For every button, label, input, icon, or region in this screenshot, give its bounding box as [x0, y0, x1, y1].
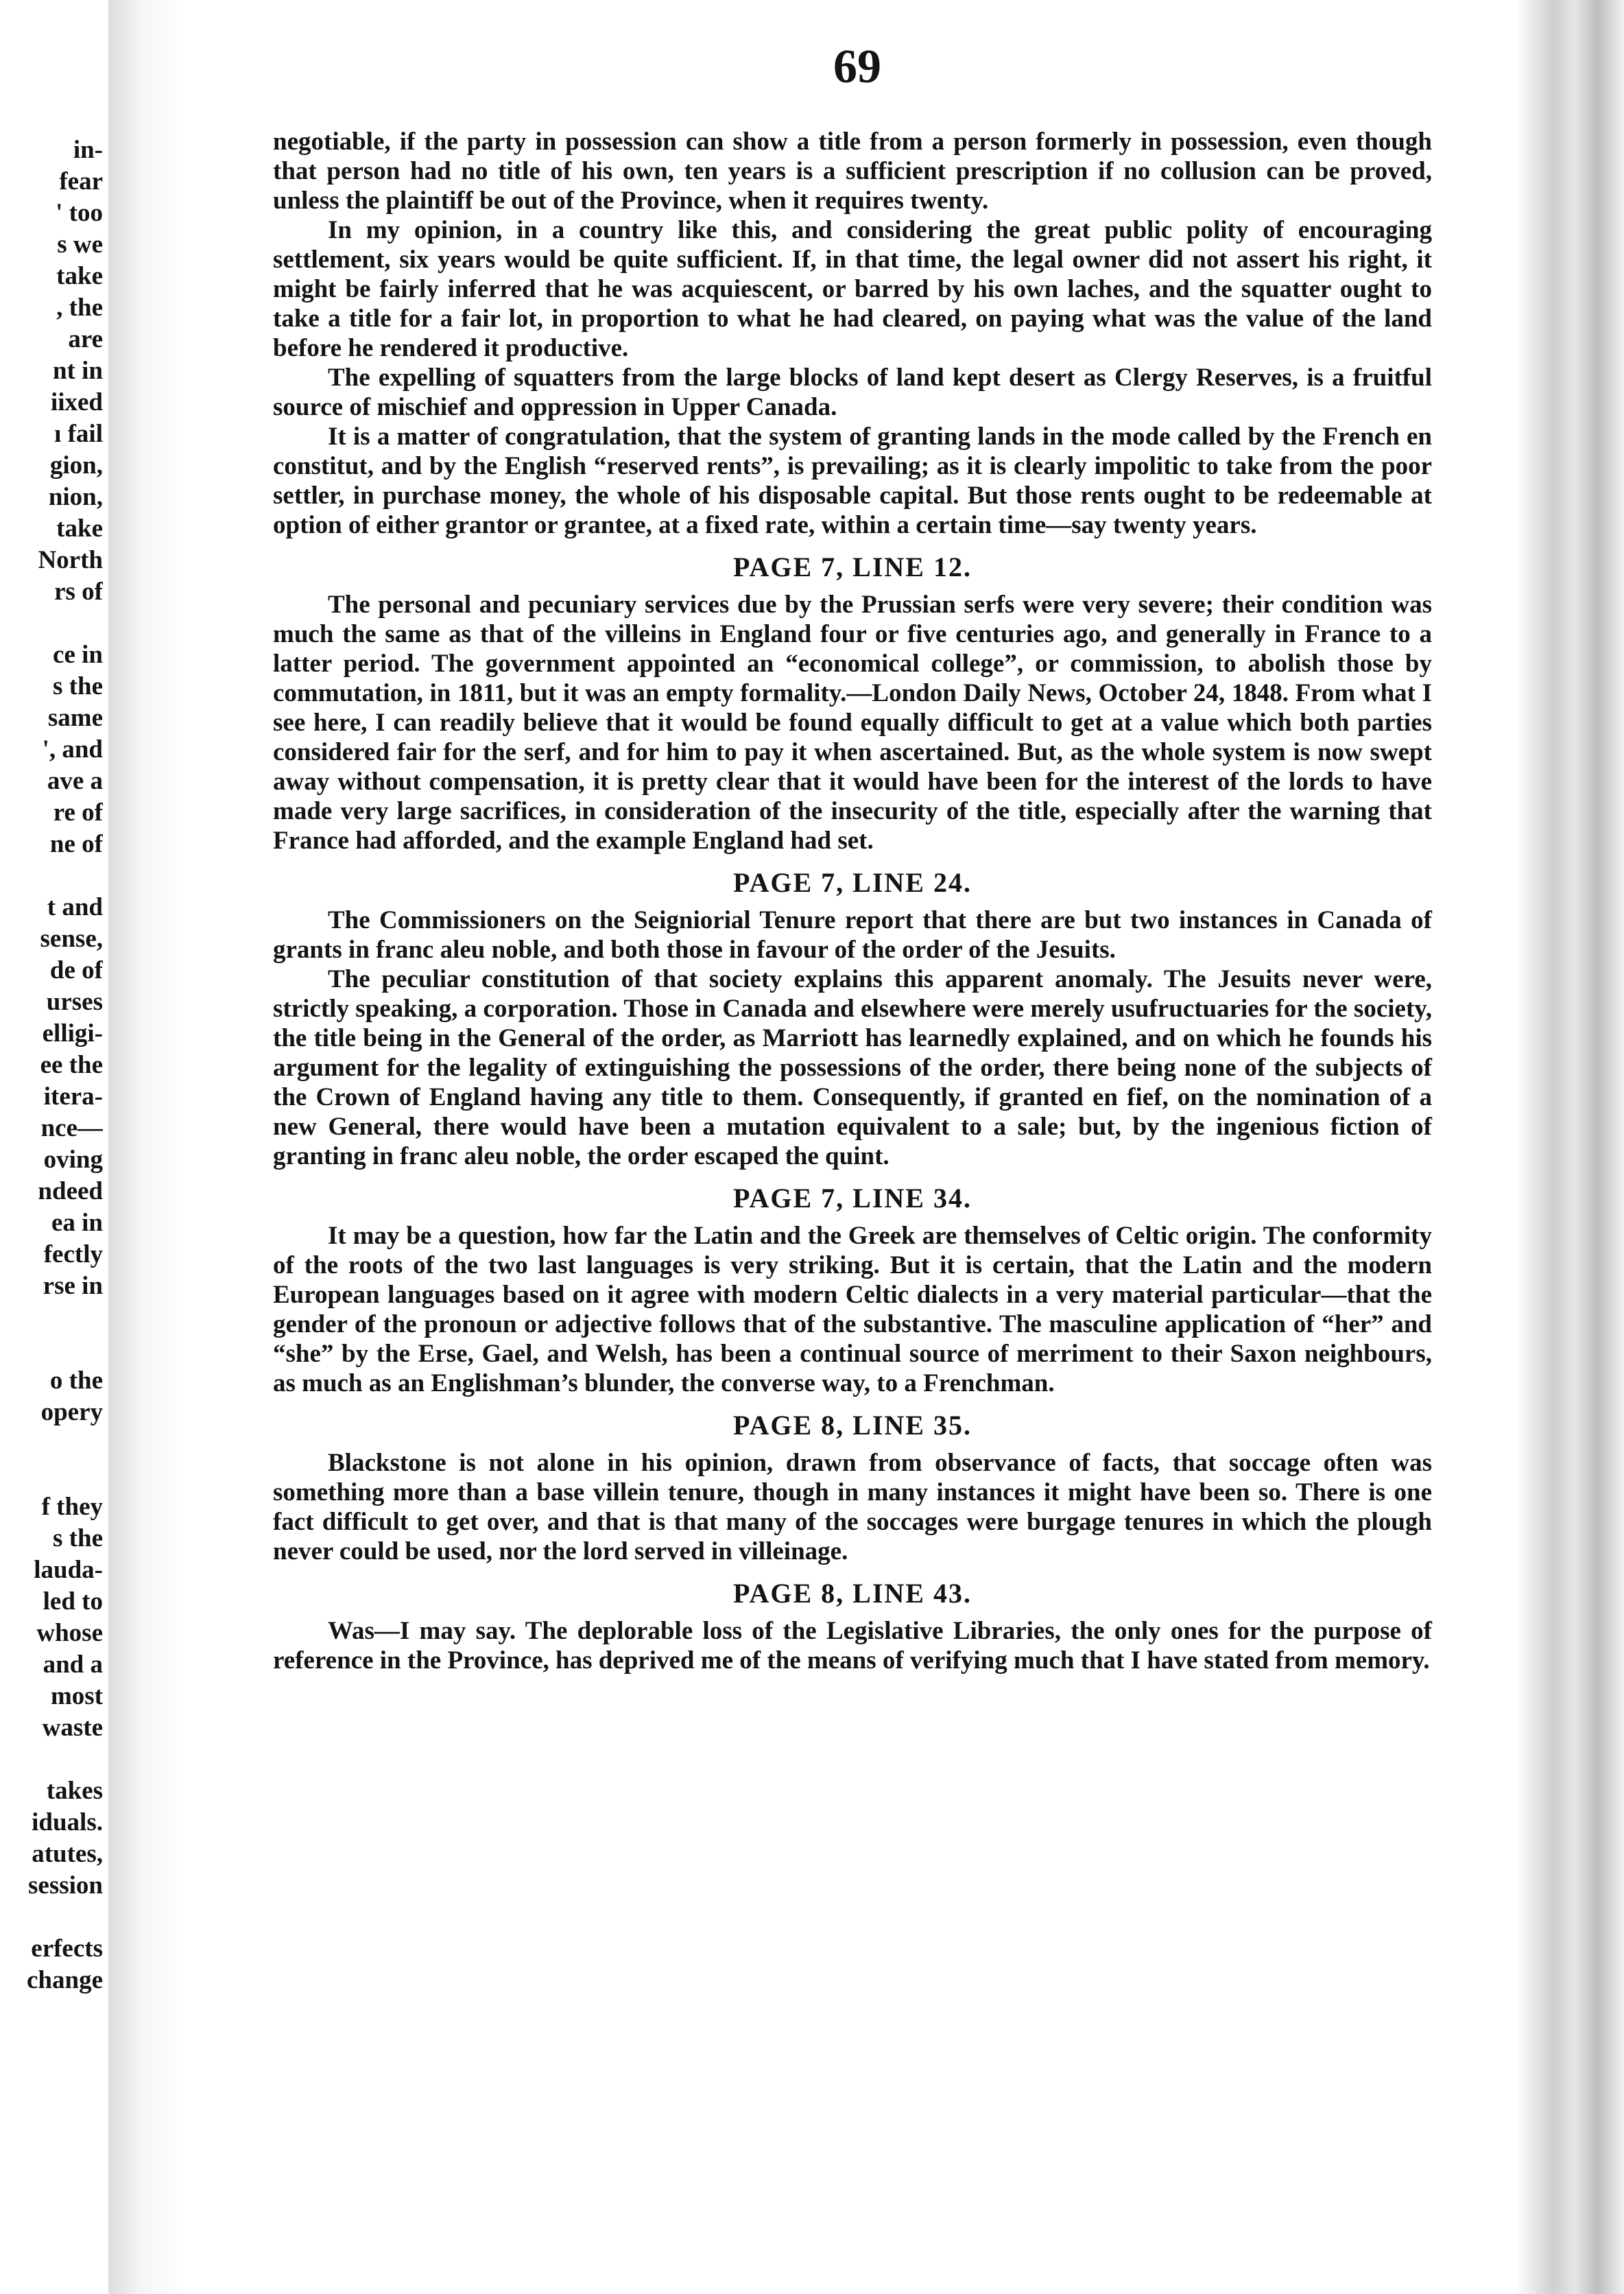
- fragment-line: de of: [49, 956, 103, 984]
- paragraph: Was—I may say. The deplorable loss of the Legislative Libraries, the only ones for the purpose of reference in the Province, has deprived me of the means of verifying much that I have stated from memory.: [273, 1617, 1432, 1675]
- fragment-line: oving: [43, 1146, 103, 1174]
- paragraph: The peculiar constitution of that society explains this apparent anomaly. The Jesuits never were, strictly speaking, a corporation. Those in Canada and elsewhere were merely usufructuaries for the society, the title being in the General of the order, as Marriott has learnedly explained, and on which he founds his argument for the legality of extinguishing the possessions of the order, there being none of the subjects of the Crown of England having any title to them. Consequently, if granted en fief, on the nomination of a new General, there would have been a mutation equivalent to a sale; but, by the ingenious fiction of granting in franc aleu noble, the order escaped the quint.: [273, 965, 1432, 1170]
- fragment-line: rs of: [54, 578, 103, 606]
- page-number: 69: [833, 40, 881, 93]
- fragment-line: s the: [53, 672, 103, 700]
- paragraph: In my opinion, in a country like this, and considering the great public polity of encouraging settlement, six years would be quite sufficient. If, in that time, the legal owner did not assert his right, it might be fairly inferred that he was acquiescent, or barred by his own laches, and the squatter ought to take a title for a fair lot, in proportion to what he had cleared, on paying what was the value of the land before he rendered it productive.: [273, 216, 1432, 362]
- fragment-line: s the: [53, 1524, 103, 1552]
- fragment-line: takes: [46, 1777, 103, 1805]
- fragment-line: and a: [43, 1651, 103, 1679]
- fragment-line: are: [68, 325, 103, 353]
- fragment-line: fear: [59, 167, 103, 196]
- fragment-line: in-: [73, 136, 103, 164]
- fragment-line: itera-: [43, 1083, 103, 1111]
- fragment-line: waste: [42, 1714, 103, 1742]
- page-edge-shading: [1516, 0, 1624, 2294]
- fragment-line: gion,: [49, 451, 103, 480]
- paragraph: It is a matter of congratulation, that the system of granting lands in the mode called by the French en constitut, and by the English “reserved rents”, is prevailing; as it is clearly impolitic to take from the poor settler, in purchase money, the whole of his disposable capital. But those rents ought to be redeemable at option of either grantor or grantee, at a fixed rate, within a certain time—say twenty years.: [273, 423, 1432, 539]
- fragment-line: sense,: [40, 925, 103, 953]
- fragment-line: urses: [46, 988, 103, 1016]
- fragment-line: t and: [47, 893, 103, 921]
- fragment-line: f they: [41, 1493, 103, 1521]
- fragment-line: rse in: [43, 1272, 103, 1300]
- paragraph: The personal and pecuniary services due by the Prussian serfs were very severe; their condition was much the same as that of the villeins in England four or five centuries ago, and generally in France to a latter period. The government appointed an “economical college”, or commission, to abolish those by commutation, in 1811, but it was an empty formality.—London Daily News, October 24, 1848. From what I see here, I can readily believe that it would be found equally difficult to get at a value which both parties considered fair for the serf, and for him to pay it when ascertained. But, as the whole system is now swept away without compensation, it is pretty clear that it would have been for the interest of the lords to have made very large sacrifices, in consideration of the insecurity of the title, especially after the warning that France had afforded, and the example England had set.: [273, 591, 1432, 855]
- fragment-line: nce—: [40, 1114, 103, 1142]
- fragment-line: [0, 1334, 103, 1365]
- fragment-line: ı fail: [54, 420, 103, 448]
- fragment-line: take: [56, 515, 103, 543]
- fragment-line: ee the: [40, 1051, 103, 1079]
- fragment-line: ndeed: [38, 1177, 103, 1205]
- fragment-line: ave a: [47, 767, 103, 795]
- fragment-line: change: [27, 1966, 103, 1994]
- fragment-line: [0, 1460, 103, 1491]
- fragment-line: ea in: [51, 1209, 103, 1237]
- fragment-line: ' too: [56, 199, 103, 227]
- paragraph: The Commissioners on the Seigniorial Tenure report that there are but two instances in Canada of grants in franc aleu noble, and both those in favour of the order of the Jesuits.: [273, 906, 1432, 964]
- fragment-line: session: [28, 1871, 103, 1900]
- fragment-line: whose: [36, 1619, 103, 1647]
- fragment-line: led to: [43, 1587, 103, 1616]
- fragment-line: , the: [56, 294, 103, 322]
- fragment-line: s we: [57, 230, 103, 259]
- paragraph: It may be a question, how far the Latin and the Greek are themselves of Celtic origin. The conformity of the roots of the two last languages is very striking. But it is certain, that the Latin and the modern European languages based on it agree with modern Celtic dialects in a very material particular—that the gender of the pronoun or adjective follows that of the substantive. The masculine application of “her” and “she” by the Erse, Gael, and Welsh, has been a continual source of merriment to their Saxon neighbours, as much as an Englishman’s blunder, the converse way, to a Frenchman.: [273, 1222, 1432, 1397]
- fragment-line: lauda-: [34, 1556, 103, 1584]
- fragment-line: [0, 860, 103, 892]
- section-heading: PAGE 7, LINE 34.: [733, 1183, 972, 1214]
- fragment-line: [0, 1302, 103, 1334]
- fragment-line: elligi-: [42, 1019, 103, 1048]
- fragment-line: iixed: [50, 388, 103, 416]
- fragment-line: ', and: [42, 735, 103, 764]
- fragment-line: fectly: [43, 1240, 103, 1268]
- paragraph: The expelling of squatters from the large blocks of land kept desert as Clergy Reserves, is a fruitful source of mischief and oppression in Upper Canada.: [273, 364, 1432, 421]
- section-heading: PAGE 8, LINE 43.: [733, 1578, 972, 1609]
- fragment-line: ce in: [53, 641, 103, 669]
- section-heading: PAGE 7, LINE 24.: [733, 867, 972, 898]
- fragment-line: opery: [40, 1398, 103, 1426]
- paragraph: Blackstone is not alone in his opinion, drawn from observance of facts, that soccage often was something more than a base villein tenure, though in many instances it might have been so. There is one fact difficult to get over, and that is that many of the soccages were burgage tenures in which the plough never could be used, nor the lord served in villeinage.: [273, 1449, 1432, 1565]
- fragment-line: same: [47, 704, 103, 732]
- fragment-line: [0, 608, 103, 639]
- section-heading: PAGE 8, LINE 35.: [733, 1410, 972, 1441]
- fragment-line: o the: [49, 1367, 103, 1395]
- book-spine-shadow: [108, 0, 184, 2294]
- fragment-line: re of: [53, 799, 103, 827]
- fragment-line: most: [50, 1682, 103, 1710]
- fragment-line: [0, 1744, 103, 1775]
- fragment-line: nt in: [52, 357, 103, 385]
- paragraph: negotiable, if the party in possession can show a title from a person formerly in possession, even though that person had no title of his own, ten years is a sufficient prescription if no collusion can be proved, unless the plaintiff be out of the Province, when it requires twenty.: [273, 128, 1432, 215]
- fragment-line: iduals.: [32, 1808, 103, 1836]
- section-heading: PAGE 7, LINE 12.: [733, 552, 972, 582]
- fragment-line: nion,: [48, 483, 103, 511]
- fragment-line: North: [38, 546, 103, 574]
- fragment-line: erfects: [31, 1935, 103, 1963]
- page-body: [273, 127, 1432, 1675]
- fragment-line: ne of: [49, 830, 103, 858]
- fragment-line: atutes,: [32, 1840, 103, 1868]
- fragment-line: take: [56, 262, 103, 290]
- fragment-line: [0, 1902, 103, 1933]
- fragment-line: [0, 1428, 103, 1460]
- previous-page-fragment: [0, 134, 103, 1996]
